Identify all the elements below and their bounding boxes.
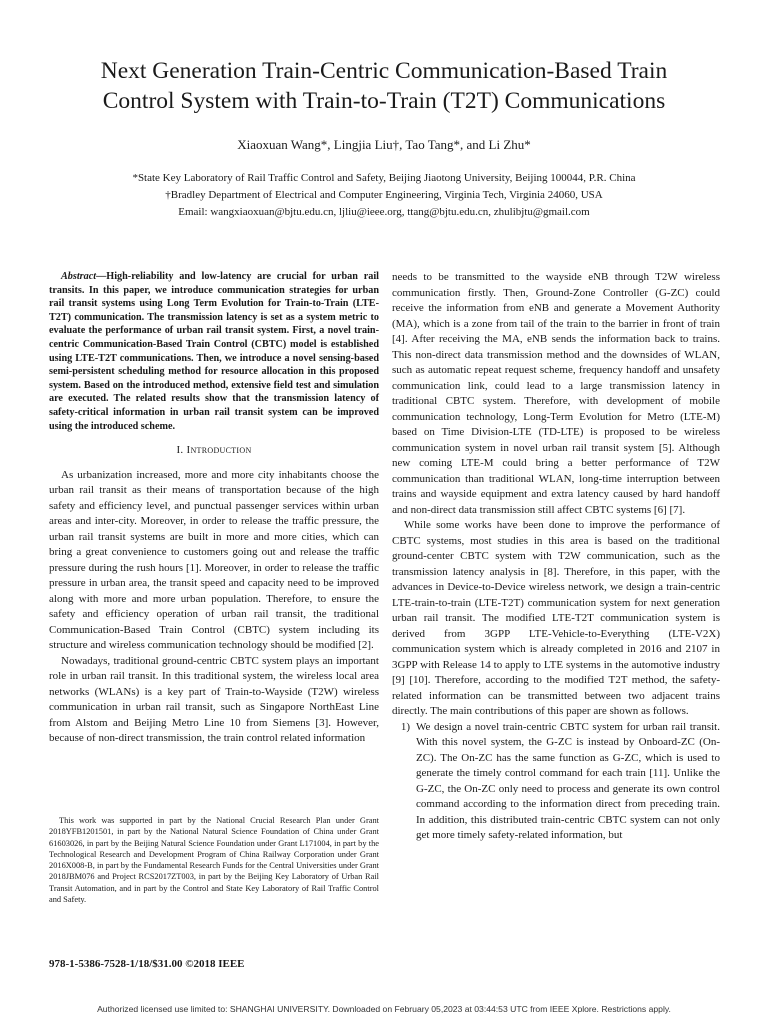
affiliation-vt: †Bradley Department of Electrical and Computer Engineering, Virginia Tech, Virginia 24060, USA (165, 189, 603, 201)
body-paragraph: While some works have been done to improve the performance of CBTC systems, most studies in this area is based on the traditional ground-center CBTC system with T2W communication, such as the transmission latency analysis in [8]. Therefore, in this paper, with the advances in Device-to-Device wireless network, we design a train-centric LTE-train-to-train (LTE-T2T) communication system for next generation urban rail transit. The modified LTE-T2T communication system is derived from 3GPP LTE-Vehicle-to-Everything (LTE-V2X) communication system which is already completed in 2016 and 2107 in 3GPP with Release 14 to apply to LTE systems in the automotive industry [9] [10]. Therefore, according to the modified T2T method, the safety-related information can be transmitted between two adjacent trains directly. The main contributions of this paper are shown as follows. (392, 519, 720, 717)
abstract (49, 270, 379, 433)
license-notice: Authorized licensed use limited to: SHANGHAI UNIVERSITY. Downloaded on February 05,2023 at 03:44:53 UTC from IEEE Xplore. Restrictions apply. (97, 1004, 671, 1014)
title-line-2: Control System with Train-to-Train (T2T) Communications (102, 88, 666, 114)
affiliation-bjtu: *State Key Laboratory of Rail Traffic Control and Safety, Beijing Jiaotong University, Beijing 100044, P.R. China (132, 172, 636, 184)
author-list: Xiaoxuan Wang*, Lingjia Liu†, Tao Tang*, and Li Zhu* (237, 137, 531, 152)
section-title: Introduction (186, 444, 252, 457)
left-column (49, 270, 379, 747)
affiliations (40, 170, 728, 221)
contribution-number: 1) (400, 720, 410, 733)
body-paragraph: Nowadays, traditional ground-centric CBTC system plays an important role in urban rail transit. In this traditional system, the wireless local area networks (WLANs) is a key part of Train-to-Wayside (T2W) wireless communication in urban rail transit, such as Singapore NorthEast Line from Alstom and Beijing Metro Line 10 from Siemens [3]. However, because of non-direct transmission, the train control related information (49, 654, 379, 745)
funding-footnote: This work was supported in part by the National Crucial Research Plan under Grant 2018YFB1201501, in part by the National Natural Science Foundation of China under Grant 61603026, in part by the Beijing Natural Science Foundation under Grant L171004, in part by the Technological Research and Development Program of China Railway Corporation under Grant 2016X008-B, in part by the Fundamental Research Funds for the Central Universities under Grant 2018JBM076 and Project RCS2017ZT003, in part by the Beijing Key Laboratory of Urban Rail Transit Automation, and in part by the Control and State Key Laboratory of Rail Traffic Control and Safety. (49, 816, 379, 905)
contribution-text: We design a novel train-centric CBTC system for urban rail transit. With this novel system, the G-ZC is instead by Onboard-ZC (On-ZC). The On-ZC has the same function as G-ZC, which is used to generate the timely control command for each train [11]. Unlike the G-ZC, the On-ZC only need to process and generate its own control command according to the information direct from preceding train. In addition, this distributed train-centric CBTC system can not only get more timely safety-related information, but (416, 720, 720, 841)
section-number: I. (176, 444, 184, 457)
title-line-1: Next Generation Train-Centric Communication-Based Train (100, 58, 668, 84)
contribution-item (392, 720, 720, 844)
paper-title (40, 56, 728, 116)
abstract-label: Abstract (61, 271, 97, 282)
body-paragraph: As urbanization increased, more and more city inhabitants choose the urban rail transit as their means of transportation because of the high safety and efficiency level, and punctual passenger services within urban areas and inter-city. Moreover, in order to release the traffic pressure, the urban rail transit systems are built in more and more cities, which can bring a great convenience to customers going out and release the traffic pressure during the rush hours [1]. Moreover, in order to release the traffic pressure in urban area, the transit speed and capacity need to be improved along with more and more urban population. Therefore, to ensure the safety and efficiency operation of urban rail transit, the traditional Communication-Based Train Control (CBTC) system including its structure and wireless communication technology should be modified [2]. (49, 468, 379, 652)
abstract-text: —High-reliability and low-latency are crucial for urban rail transits. In this paper, we introduce communication strategies for urban rail transit systems using Long Term Evolution for Train-to-Train (LTE-T2T) communication. The transmission latency is set as a system metric to evaluate the performance of urban rail transit system. First, a novel train-centric Communication-Based Train Control (CBTC) model is established using LTE-T2T communications. Then, we introduce a novel sensing-based semi-persistent scheduling method for resource allocation in this proposed system. Based on the introduced method, extensive field test and simulation are executed. The related results show that the transmission latency of safety-critical information in urban rail transit system can be improved using the introduced scheme. (49, 271, 379, 432)
body-paragraph: needs to be transmitted to the wayside eNB through T2W wireless communication firstly. Then, Ground-Zone Controller (G-ZC) could receive the information from eNB and generate a Movement Authority (MA), which is a zone from tail of the train to the barrier in front of train [4]. After receiving the MA, eNB sends the information back to trains. This non-direct data transmission method and the downsides of WLAN, such as automatic repeat request scheme, frequency handoff and unsafety communication link, could lead to a large transmission latency in traditional CBTC system. Therefore, with development of mobile communication technology, Long-Term Evolution for Metro (LTE-M) based on Time Division-LTE (TD-LTE) is proposed to be wireless communication system in novel urban rail transit system [5]. Although new coming LTE-M could bring a better performance of T2W communication than traditional WLAN, long-time interruption between trains and wayside equipment and extra latency caused by hard handoff and non-direct data transmission still affect CBTC systems [6] [7]. (392, 271, 720, 516)
isbn-copyright: 978-1-5386-7528-1/18/$31.00 ©2018 IEEE (49, 958, 245, 970)
author-emails: Email: wangxiaoxuan@bjtu.edu.cn, ljliu@ieee.org, ttang@bjtu.edu.cn, zhulibjtu@gmail.com (178, 206, 590, 218)
right-column (392, 270, 720, 844)
section-heading-introduction (49, 443, 379, 459)
